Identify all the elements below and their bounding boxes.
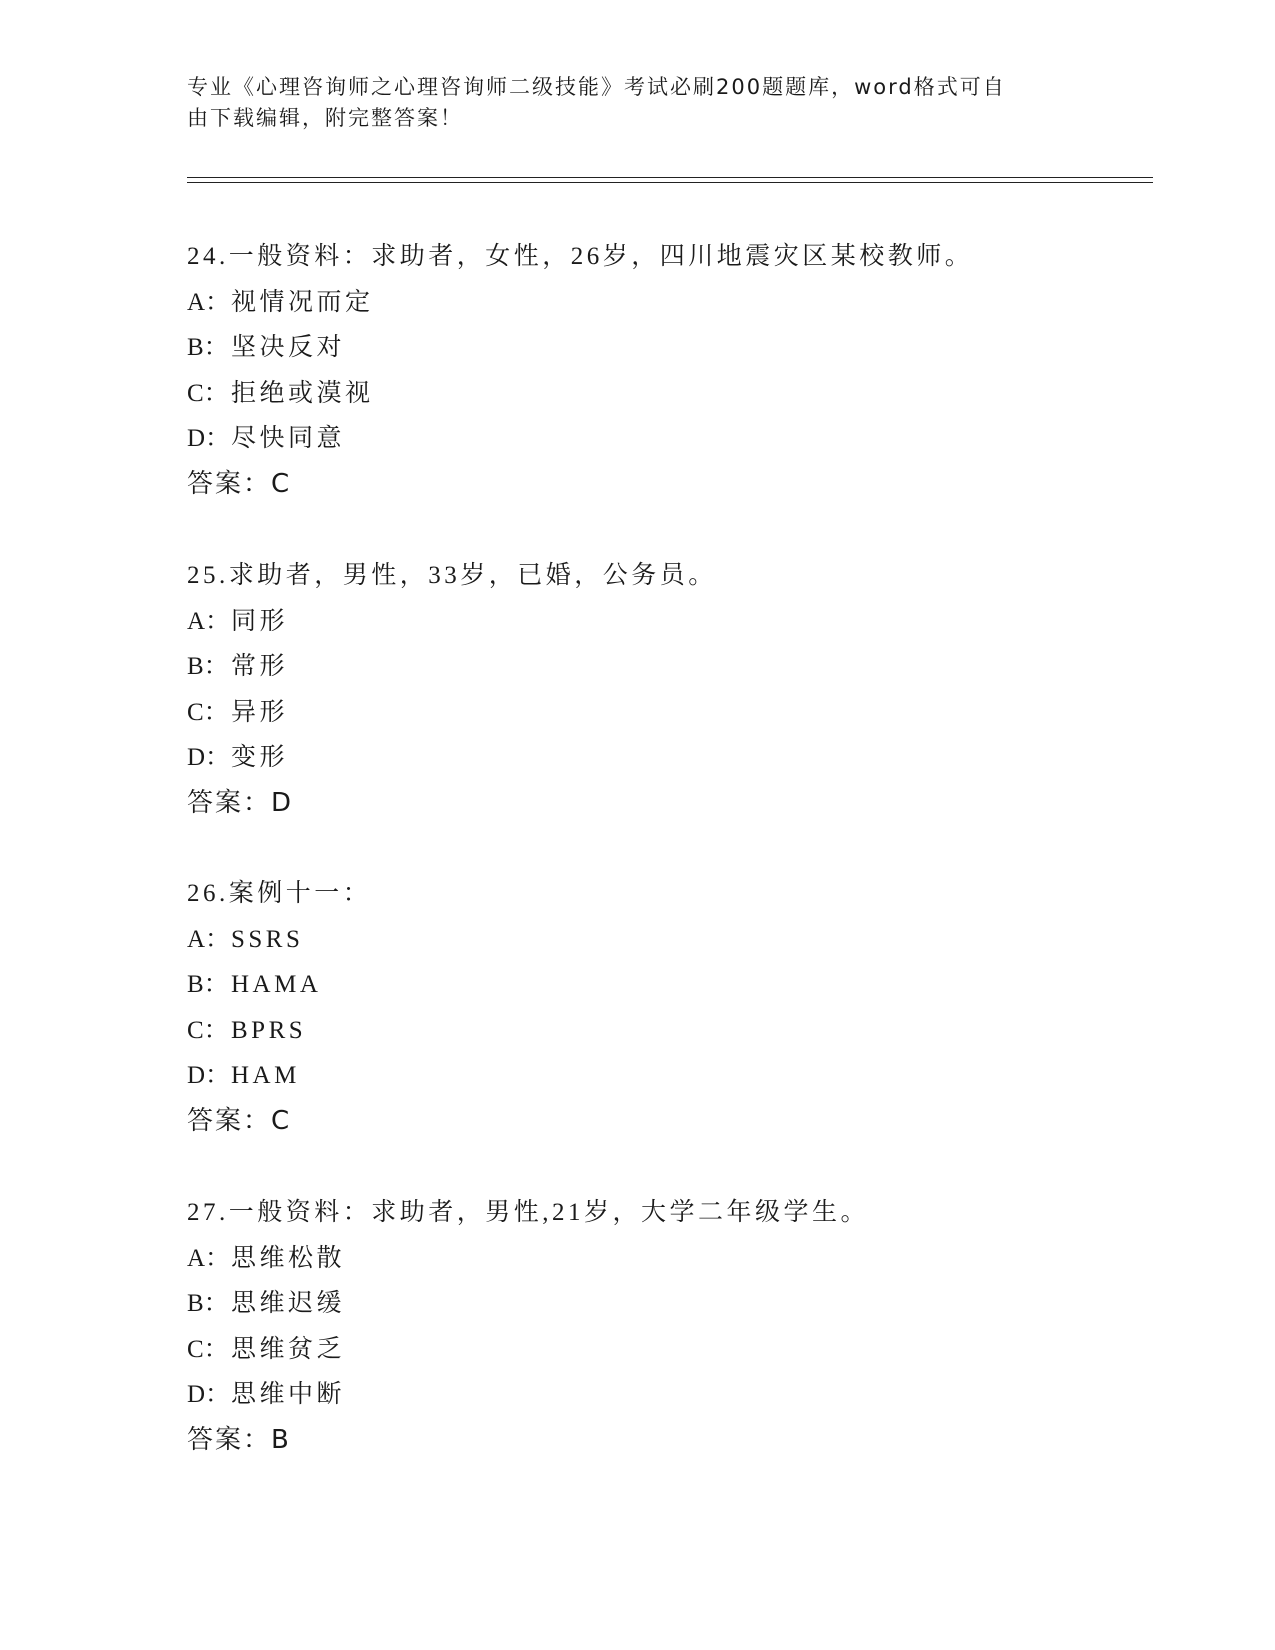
option-a <box>187 599 1147 645</box>
option-key: B： <box>187 334 229 361</box>
question-title: 25.求助者，男性，33岁，已婚，公务员。 <box>187 562 717 589</box>
option-c <box>187 371 1147 417</box>
answer-line: 答案：D <box>187 787 294 818</box>
option-key: D： <box>187 744 231 771</box>
option-key: C： <box>187 379 229 407</box>
option-text: 拒绝或漠视 <box>231 379 374 407</box>
option-text: 思维中断 <box>231 1381 346 1408</box>
option-d <box>187 1372 1147 1418</box>
option-key: A： <box>187 925 231 953</box>
option-key: C： <box>187 1016 229 1044</box>
option-c <box>187 1327 1147 1373</box>
option-a <box>187 917 1147 963</box>
question-title: 24.一般资料：求助者，女性，26岁，四川地震灾区某校教师。 <box>187 243 974 270</box>
option-text: 视情况而定 <box>231 288 374 316</box>
option-text: 思维贫乏 <box>231 1335 346 1363</box>
document-header <box>187 72 1067 134</box>
option-b <box>187 325 1147 371</box>
option-text: 思维松散 <box>231 1244 346 1272</box>
option-key: D： <box>187 425 231 452</box>
option-text: 常形 <box>231 653 289 680</box>
question-block <box>187 553 1147 826</box>
option-text: 同形 <box>231 607 289 635</box>
option-text: 坚决反对 <box>231 334 346 361</box>
option-key: A： <box>187 607 231 635</box>
option-text: HAMA <box>231 971 322 998</box>
option-text: HAM <box>231 1062 300 1089</box>
option-key: B： <box>187 971 229 998</box>
question-block <box>187 1190 1147 1463</box>
option-d <box>187 1053 1147 1099</box>
option-a <box>187 280 1147 326</box>
option-text: 尽快同意 <box>231 425 346 452</box>
option-d <box>187 416 1147 462</box>
option-text: BPRS <box>231 1016 307 1044</box>
answer-line: 答案：B <box>187 1424 291 1455</box>
header-line-1: 专业《心理咨询师之心理咨询师二级技能》考试必刷200题题库，word格式可自 <box>187 75 1006 99</box>
option-key: A： <box>187 1244 231 1272</box>
option-key: A： <box>187 288 231 316</box>
option-text: SSRS <box>231 925 304 953</box>
answer-line: 答案：C <box>187 468 292 499</box>
answer-line: 答案：C <box>187 1105 292 1136</box>
question-title: 26.案例十一： <box>187 880 372 907</box>
header-divider-top <box>187 177 1153 178</box>
option-c <box>187 690 1147 736</box>
option-b <box>187 962 1147 1008</box>
header-divider-bottom <box>187 182 1153 183</box>
option-key: D： <box>187 1381 231 1408</box>
option-key: B： <box>187 653 229 680</box>
option-key: C： <box>187 1335 229 1363</box>
option-key: C： <box>187 698 229 726</box>
question-block <box>187 234 1147 507</box>
option-b <box>187 644 1147 690</box>
option-key: B： <box>187 1290 229 1317</box>
option-d <box>187 735 1147 781</box>
header-line-2: 由下载编辑，附完整答案！ <box>187 106 463 130</box>
option-key: D： <box>187 1062 231 1089</box>
option-text: 异形 <box>231 698 289 726</box>
option-text: 变形 <box>231 744 289 771</box>
question-title: 27.一般资料：求助者，男性,21岁，大学二年级学生。 <box>187 1199 870 1226</box>
option-c <box>187 1008 1147 1054</box>
option-a <box>187 1236 1147 1282</box>
option-b <box>187 1281 1147 1327</box>
question-block <box>187 871 1147 1144</box>
option-text: 思维迟缓 <box>231 1290 346 1317</box>
